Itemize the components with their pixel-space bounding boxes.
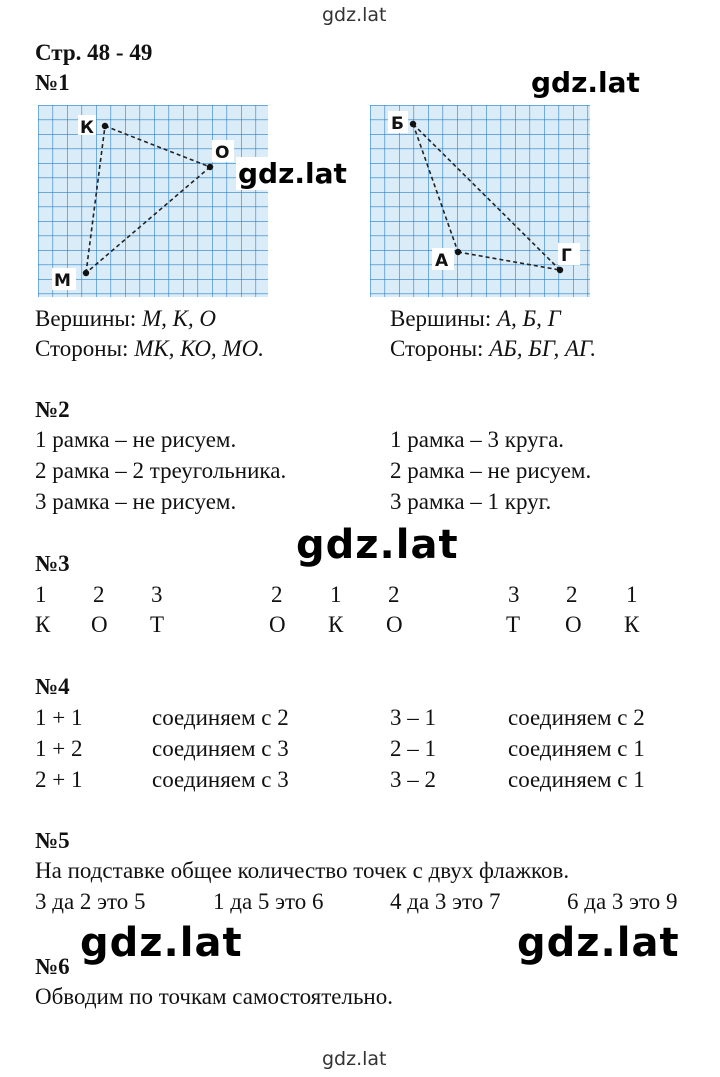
task5-item-3: 4 да 3 это 7 [390, 889, 501, 914]
task4-title: №4 [35, 674, 70, 699]
task4-result-2: соединяем с 2 [508, 705, 645, 730]
task3-num-9: 1 [626, 582, 638, 607]
task2-right-3: 3 рамка – 1 круг. [390, 489, 552, 514]
label-b: Б [391, 114, 404, 134]
task1-left-sides: Стороны: МК, КО, МО. [35, 336, 264, 361]
watermark-top: gdz.lat [322, 4, 387, 26]
task5-text: На подставке общее количество точек с двух флажков. [35, 858, 570, 883]
task4-expr-2: 3 – 1 [390, 705, 436, 730]
task3-letter-8: О [565, 612, 582, 637]
watermark-middle: gdz.lat [296, 522, 459, 568]
task5-item-4: 6 да 3 это 9 [567, 889, 678, 914]
task3-letter-1: К [35, 612, 51, 637]
task1-left-vertices: Вершины: М, К, О [35, 306, 217, 331]
task4-expr-3: 1 + 2 [35, 736, 83, 761]
task3-num-4: 2 [271, 582, 283, 607]
label-g: Г [561, 246, 572, 266]
label-m: М [54, 271, 71, 291]
task4-result-5: соединяем с 3 [152, 767, 289, 792]
task2-right-2: 2 рамка – не рисуем. [390, 458, 592, 483]
task3-num-8: 2 [566, 582, 578, 607]
task2-right-1: 1 рамка – 3 круга. [390, 427, 565, 452]
task3-title: №3 [35, 551, 70, 576]
triangle-abg-figure [370, 105, 590, 297]
label-o: О [215, 143, 230, 163]
page-reference: Стр. 48 - 49 [35, 40, 153, 65]
task3-letter-3: Т [150, 612, 165, 637]
watermark-right-top: gdz.lat [531, 66, 640, 99]
task3-num-6: 2 [388, 582, 400, 607]
task6-text: Обводим по точкам самостоятельно. [35, 984, 393, 1009]
task4-result-6: соединяем с 1 [508, 767, 645, 792]
watermark-right-bottom: gdz.lat [517, 920, 680, 966]
task6-title: №6 [35, 954, 70, 979]
task3-num-2: 2 [93, 582, 105, 607]
task3-num-1: 1 [35, 582, 47, 607]
watermark-figure: gdz.lat [238, 157, 347, 190]
task4-expr-5: 2 + 1 [35, 767, 83, 792]
task1-right-vertices: Вершины: А, Б, Г [390, 306, 561, 331]
task4-result-4: соединяем с 1 [508, 736, 645, 761]
task3-letter-4: О [269, 612, 286, 637]
label-k: К [80, 118, 94, 138]
watermark-bottom: gdz.lat [322, 1048, 387, 1070]
task5-item-2: 1 да 5 это 6 [213, 889, 324, 914]
task1-right-sides: Стороны: АБ, БГ, АГ. [390, 336, 597, 361]
task2-left-2: 2 рамка – 2 треугольника. [35, 458, 287, 483]
watermark-left-bottom: gdz.lat [80, 920, 243, 966]
task2-left-1: 1 рамка – не рисуем. [35, 427, 237, 452]
task2-title: №2 [35, 397, 70, 422]
task3-letter-6: О [386, 612, 403, 637]
task3-num-5: 1 [330, 582, 342, 607]
label-a: А [435, 251, 449, 271]
task4-expr-4: 2 – 1 [390, 736, 436, 761]
task3-letter-5: К [328, 612, 344, 637]
triangle-mko-figure [38, 105, 268, 297]
task4-expr-6: 3 – 2 [390, 767, 436, 792]
task3-letter-9: К [624, 612, 640, 637]
task4-expr-1: 1 + 1 [35, 705, 83, 730]
task4-result-3: соединяем с 3 [152, 736, 289, 761]
task5-title: №5 [35, 828, 70, 853]
task3-num-3: 3 [151, 582, 163, 607]
task1-title: №1 [35, 70, 70, 95]
task3-letter-2: О [91, 612, 108, 637]
task2-left-3: 3 рамка – не рисуем. [35, 489, 237, 514]
task3-letter-7: Т [506, 612, 521, 637]
task3-num-7: 3 [508, 582, 520, 607]
task4-result-1: соединяем с 2 [152, 705, 289, 730]
task5-item-1: 3 да 2 это 5 [35, 889, 146, 914]
